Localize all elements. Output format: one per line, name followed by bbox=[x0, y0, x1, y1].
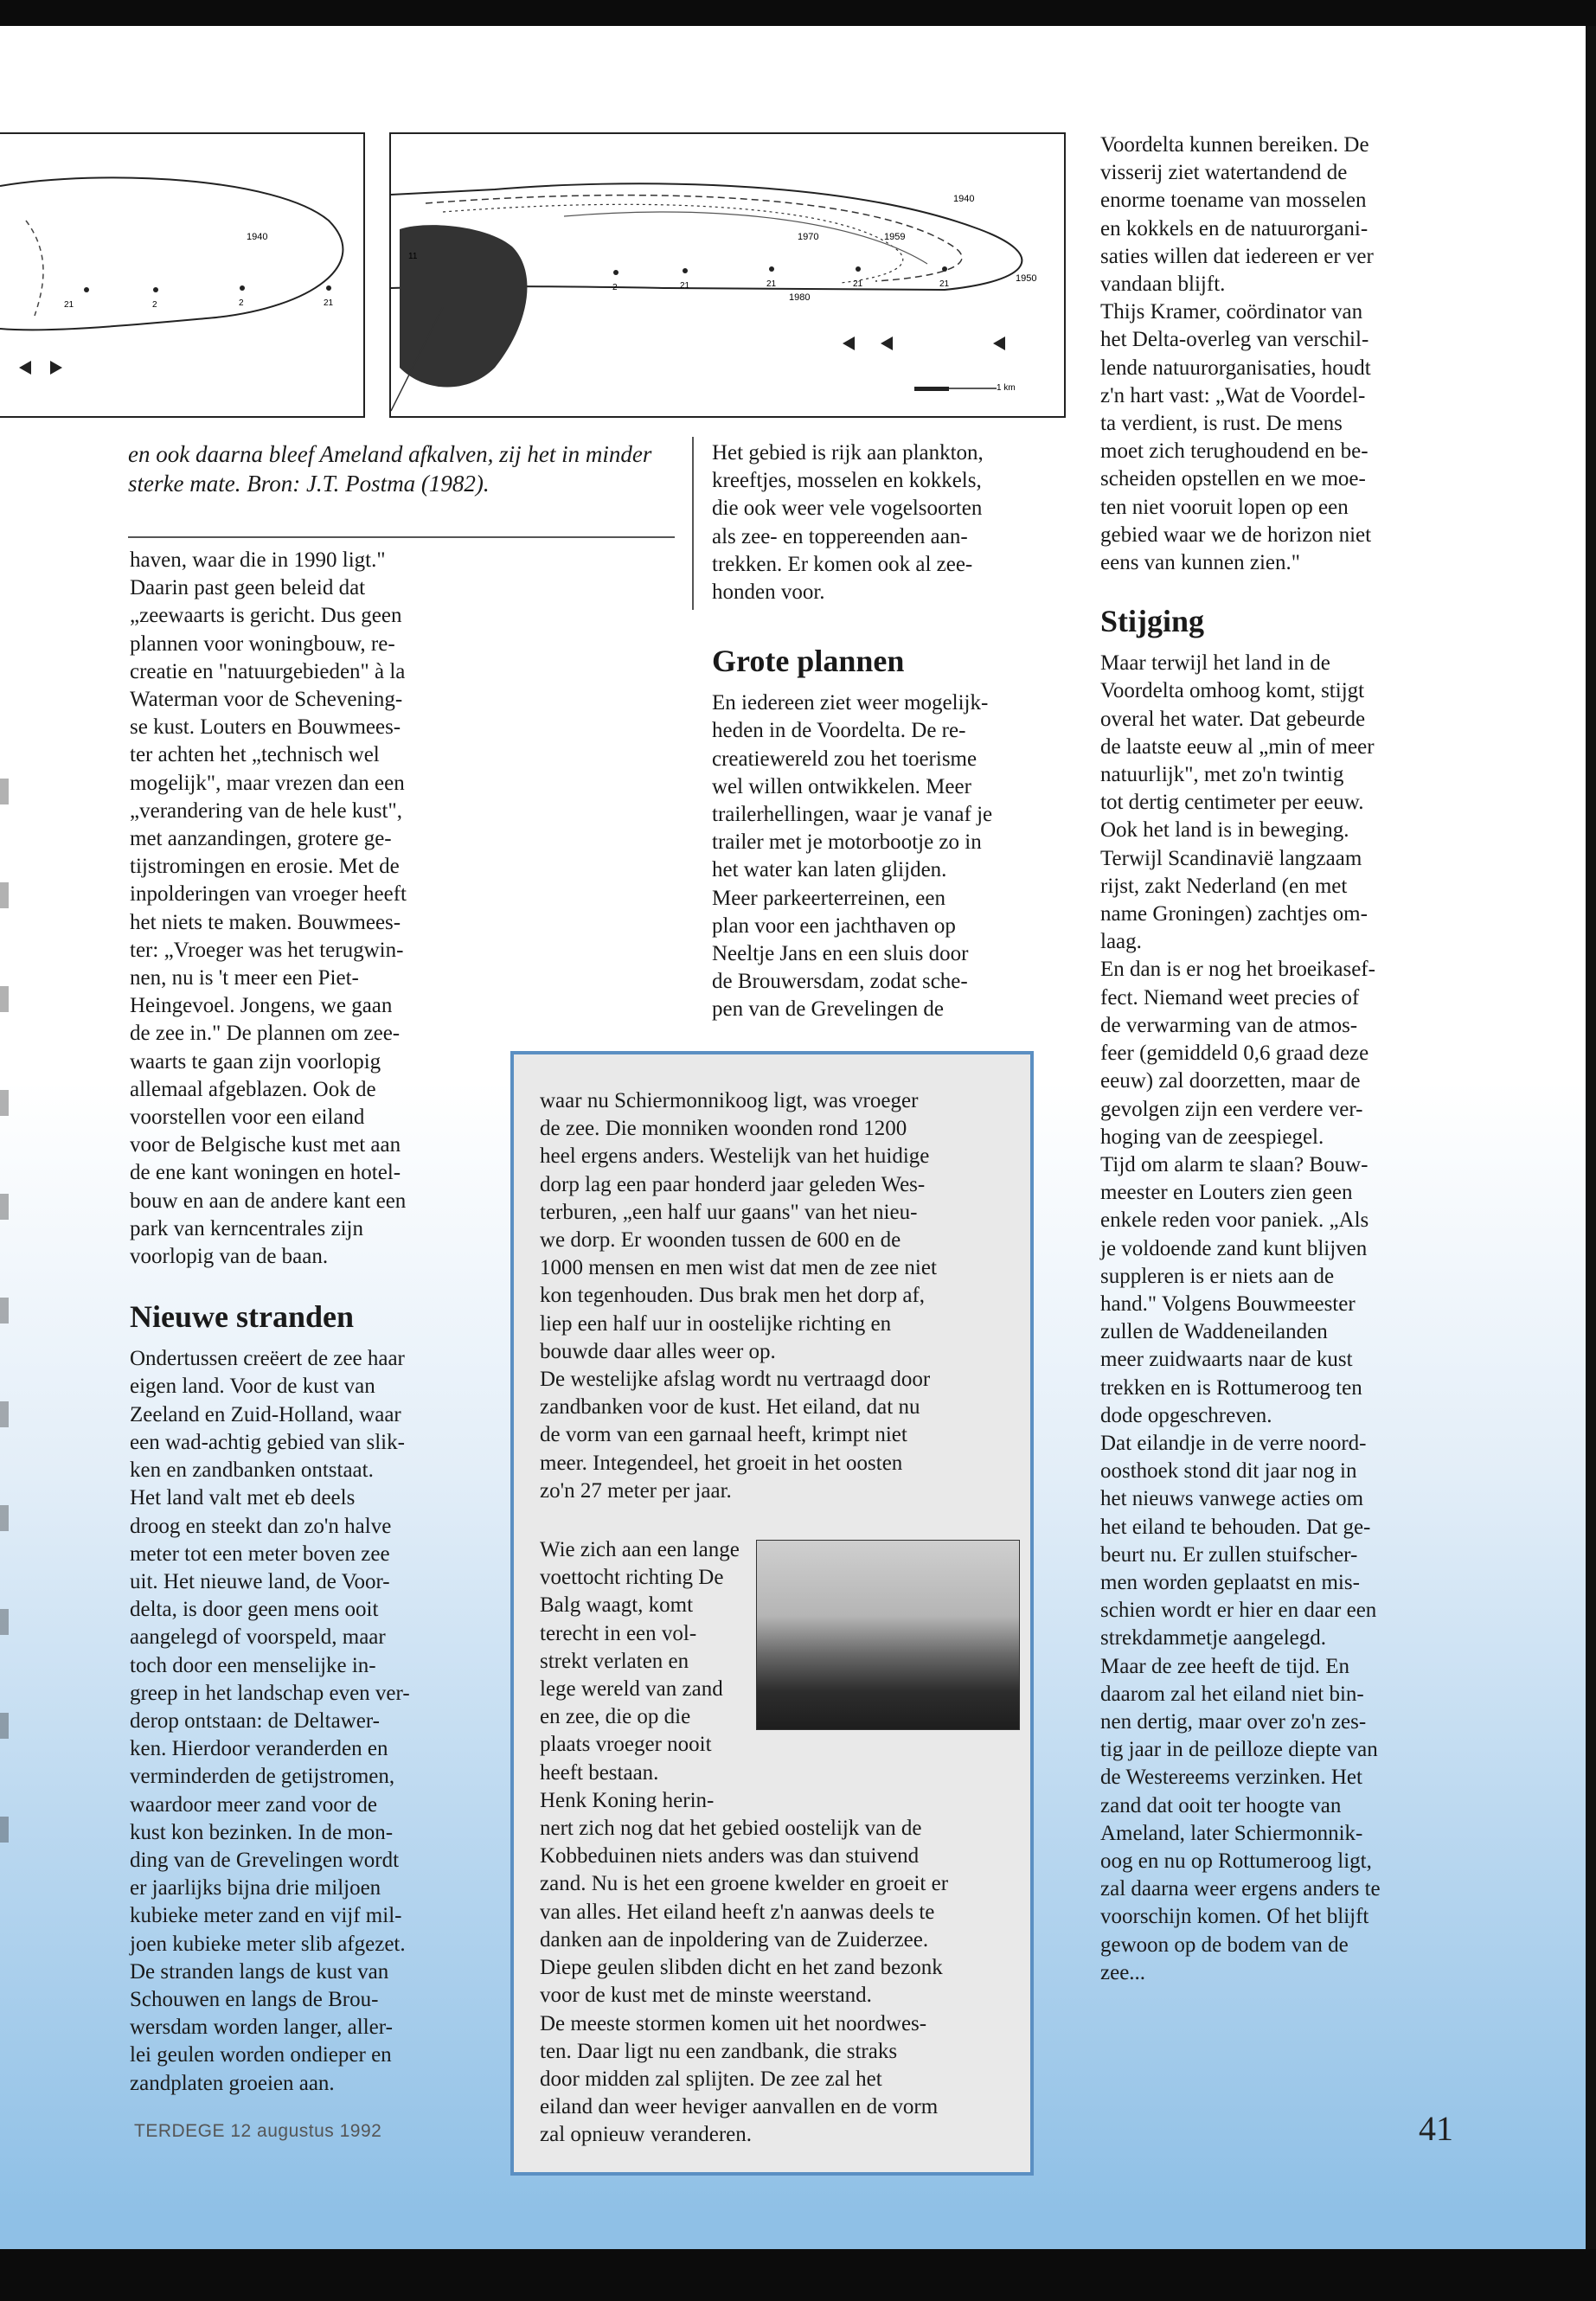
map-right-point-label: 11 bbox=[408, 252, 418, 261]
text-line: gewoon op de bodem van de bbox=[1100, 1932, 1349, 1957]
text-line: zand dat ooit ter hoogte van bbox=[1100, 1793, 1342, 1817]
text-line: Maar terwijl het land in de bbox=[1100, 651, 1330, 676]
text-line: kust kon bezinken. In de mon- bbox=[130, 1820, 394, 1844]
map-right-drawing bbox=[391, 134, 1064, 416]
text-line: z'n hart vast: „Wat de Voordel- bbox=[1100, 383, 1366, 407]
text-line: Meer parkeerterreinen, een bbox=[712, 886, 945, 910]
arrow-marker bbox=[843, 336, 855, 350]
text-line: plan voor een jachthaven op bbox=[712, 913, 956, 938]
footer-publication: TERDEGE 12 augustus 1992 bbox=[134, 2121, 382, 2141]
text-line: Daarin past geen beleid dat bbox=[130, 576, 366, 600]
map-right-year-1940: 1940 bbox=[953, 194, 975, 204]
text-line: gevolgen zijn een verdere ver- bbox=[1100, 1097, 1363, 1121]
sidebar-paragraph-2-rest bbox=[540, 1815, 1011, 2149]
text-line: van alles. Het eiland heeft z'n aanwas deels te bbox=[540, 1900, 935, 1924]
text-line: visserij ziet watertandend de bbox=[1100, 161, 1348, 185]
text-line: laag. bbox=[1100, 930, 1142, 954]
text-line: lende natuurorganisaties, houdt bbox=[1100, 356, 1371, 380]
text-line: het nieuws vanwege acties om bbox=[1100, 1487, 1364, 1511]
column-1-text-top bbox=[130, 547, 493, 1271]
text-line: er jaarlijks bijna drie miljoen bbox=[130, 1876, 381, 1900]
text-line: De westelijke afslag wordt nu vertraagd door bbox=[540, 1368, 931, 1392]
text-line: enkele reden voor paniek. „Als bbox=[1100, 1208, 1369, 1233]
text-line: zandplaten groeien aan. bbox=[130, 2071, 335, 2095]
text-line: creatie en "natuurgebieden" à la bbox=[130, 659, 406, 683]
text-line: Het gebied is rijk aan plankton, bbox=[712, 441, 984, 465]
map-right-year-1959: 1959 bbox=[884, 232, 906, 242]
text-line: ter achten het „technisch wel bbox=[130, 743, 380, 767]
map-right-year-1980: 1980 bbox=[789, 292, 811, 303]
text-line: ter: „Vroeger was het terugwin- bbox=[130, 938, 404, 962]
text-line: De stranden langs de kust van bbox=[130, 1959, 389, 1984]
text-line: trekken. Er komen ook al zee- bbox=[712, 552, 973, 576]
column-2 bbox=[712, 439, 1058, 1024]
text-line: voorschijn komen. Of het blijft bbox=[1100, 1905, 1369, 1929]
text-line: waarts te gaan zijn voorlopig bbox=[130, 1049, 381, 1074]
text-line: Thijs Kramer, coördinator van bbox=[1100, 300, 1363, 324]
sidebar-box-schiermonnikoog bbox=[510, 1051, 1034, 2176]
text-line: eens van kunnen zien." bbox=[1100, 551, 1300, 575]
text-line: haven, waar die in 1990 ligt." bbox=[130, 548, 386, 572]
heading-grote-plannen: Grote plannen bbox=[712, 644, 905, 679]
text-line: scheiden opstellen en we moe- bbox=[1100, 467, 1366, 491]
map-left-label-d: 21 bbox=[324, 298, 334, 308]
text-line: schien wordt er hier en daar een bbox=[1100, 1599, 1377, 1623]
text-line: bouwde daar alles weer op. bbox=[540, 1339, 776, 1363]
text-line: gebied waar we de horizon niet bbox=[1100, 522, 1372, 547]
text-line: moet zich terughoudend en be- bbox=[1100, 439, 1368, 464]
text-line: lege wereld van zand bbox=[540, 1677, 723, 1702]
map-left-label-a: 21 bbox=[64, 300, 74, 310]
text-line: Diepe geulen slibden dicht en het zand bezonk bbox=[540, 1956, 943, 1980]
text-line: zo'n 27 meter per jaar. bbox=[540, 1478, 732, 1503]
text-line: rijst, zakt Nederland (en met bbox=[1100, 874, 1348, 898]
text-line: Balg waagt, komt bbox=[540, 1593, 694, 1618]
text-line: tijstromingen en erosie. Met de bbox=[130, 855, 400, 879]
text-line: ding van de Grevelingen wordt bbox=[130, 1848, 400, 1872]
arrow-marker bbox=[993, 336, 1005, 350]
text-line: de ene kant woningen en hotel- bbox=[130, 1161, 401, 1185]
text-line: hoging van de zeespiegel. bbox=[1100, 1125, 1324, 1149]
left-edge-marks bbox=[0, 779, 9, 1903]
text-line: het niets te maken. Bouwmees- bbox=[130, 910, 401, 934]
text-line: Ameland, later Schiermonnik- bbox=[1100, 1821, 1363, 1845]
text-line: De meeste stormen komen uit het noordwes- bbox=[540, 2011, 927, 2035]
text-line: pen van de Grevelingen de bbox=[712, 997, 944, 1022]
text-line: en zee, die op die bbox=[540, 1705, 691, 1729]
text-line: heel ergens anders. Westelijk van het huidige bbox=[540, 1144, 930, 1169]
sidebar-paragraph-1 bbox=[540, 1087, 1011, 1505]
column-3-text-bottom bbox=[1100, 650, 1464, 1987]
text-line: Terwijl Scandinavië langzaam bbox=[1100, 846, 1362, 870]
map-left-label-b: 2 bbox=[152, 300, 157, 310]
map-right-point-label: 21 bbox=[766, 279, 777, 289]
text-line: saties willen dat iedereen er ver bbox=[1100, 244, 1374, 268]
text-line: danken aan de inpoldering van de Zuiderzee. bbox=[540, 1927, 929, 1952]
text-line: toch door een menselijke in- bbox=[130, 1653, 376, 1677]
text-line: zal opnieuw veranderen. bbox=[540, 2123, 753, 2147]
text-line: Ook het land is in beweging. bbox=[1100, 818, 1349, 843]
map-right-scale-label: 1 km bbox=[997, 383, 1016, 393]
page-number: 41 bbox=[1419, 2109, 1453, 2148]
text-line: de vorm van een garnaal heeft, krimpt niet bbox=[540, 1423, 907, 1447]
column-2-text-top bbox=[712, 439, 1058, 606]
text-line: eeuw) zal doorzetten, maar de bbox=[1100, 1069, 1361, 1093]
text-line: de zee. Die monniken woonden rond 1200 bbox=[540, 1117, 907, 1141]
text-line: trailerhellingen, waar je vanaf je bbox=[712, 803, 993, 827]
text-line: heeft bestaan. bbox=[540, 1760, 659, 1785]
text-line: creatiewereld zou het toerisme bbox=[712, 747, 977, 771]
map-right-point-label: 2 bbox=[612, 283, 618, 292]
text-line: uit. Het nieuwe land, de Voor- bbox=[130, 1569, 390, 1593]
text-line: feer (gemiddeld 0,6 graad deze bbox=[1100, 1042, 1369, 1066]
text-line: Schouwen en langs de Brou- bbox=[130, 1987, 379, 2011]
text-line: honden voor. bbox=[712, 580, 825, 605]
arrow-marker bbox=[881, 336, 893, 350]
text-line: kon tegenhouden. Dus brak men het dorp af, bbox=[540, 1284, 926, 1308]
text-line: verminderden de getijstromen, bbox=[130, 1765, 395, 1789]
text-line: „verandering van de hele kust", bbox=[130, 798, 402, 823]
text-line: je voldoende zand kunt blijven bbox=[1100, 1236, 1368, 1260]
map-left-label-1940: 1940 bbox=[247, 232, 268, 242]
text-line: de laatste eeuw al „min of meer bbox=[1100, 734, 1375, 759]
column-3-text-top bbox=[1100, 131, 1464, 577]
map-right-year-1970: 1970 bbox=[798, 232, 819, 242]
column-divider bbox=[692, 437, 694, 610]
text-line: oog en nu op Rottumeroog ligt, bbox=[1100, 1849, 1372, 1873]
text-line: ken en zandbanken ontstaat. bbox=[130, 1458, 374, 1483]
text-line: eigen land. Voor de kust van bbox=[130, 1375, 375, 1399]
arrow-marker bbox=[19, 361, 31, 375]
text-line: vandaan blijft. bbox=[1100, 272, 1226, 297]
text-line: mogelijk", maar vrezen dan een bbox=[130, 771, 405, 795]
text-line: plannen voor woningbouw, re- bbox=[130, 631, 395, 656]
text-line: wersdam worden langer, aller- bbox=[130, 2016, 393, 2040]
text-line: kubieke meter zand en vijf mil- bbox=[130, 1904, 402, 1928]
text-line: voorstellen voor een eiland bbox=[130, 1106, 365, 1130]
column-2-text-bottom bbox=[712, 689, 1058, 1023]
column-1 bbox=[130, 547, 493, 2098]
text-line: wel willen ontwikkelen. Meer bbox=[712, 774, 971, 798]
text-line: Het land valt met eb deels bbox=[130, 1486, 356, 1510]
text-line: het eiland te behouden. Dat ge- bbox=[1100, 1515, 1371, 1539]
text-line: voorlopig van de baan. bbox=[130, 1245, 329, 1269]
text-line: die ook weer vele vogelsoorten bbox=[712, 497, 983, 521]
text-line: plaats vroeger nooit bbox=[540, 1733, 712, 1757]
text-line: En iedereen ziet weer mogelijk- bbox=[712, 691, 989, 715]
text-line: Voordelta kunnen bereiken. De bbox=[1100, 133, 1369, 157]
text-line: suppleren is er niets aan de bbox=[1100, 1264, 1335, 1288]
text-line: tot dertig centimeter per eeuw. bbox=[1100, 791, 1364, 815]
text-line: Ondertussen creëert de zee haar bbox=[130, 1347, 405, 1371]
text-line: we dorp. Er woonden tussen de 600 en de bbox=[540, 1228, 901, 1253]
figure-caption: en ook daarna bleef Ameland afkalven, zij het in minder sterke mate. Bron: J.T. Postma (1982). bbox=[128, 441, 652, 497]
heading-nieuwe-stranden: Nieuwe stranden bbox=[130, 1299, 354, 1335]
text-line: Wie zich aan een lange voettocht richting De bbox=[540, 1538, 740, 1590]
text-line: beurt nu. Er zullen stuifscher- bbox=[1100, 1542, 1358, 1567]
text-line: natuurlijk", met zo'n twintig bbox=[1100, 763, 1344, 787]
text-line: door midden zal splijten. De zee zal het bbox=[540, 2067, 882, 2091]
text-line: name Groningen) zachtjes om- bbox=[1100, 902, 1368, 926]
text-line: meter tot een meter boven zee bbox=[130, 1541, 390, 1566]
text-line: tig jaar in de peilloze diepte van bbox=[1100, 1738, 1378, 1762]
sidebar-box-text bbox=[540, 1087, 1011, 2150]
text-line: strekdammetje aangelegd. bbox=[1100, 1626, 1326, 1650]
text-line: Kobbeduinen niets anders was dan stuivend bbox=[540, 1844, 920, 1868]
text-line: hand." Volgens Bouwmeester bbox=[1100, 1292, 1356, 1316]
text-line: men worden geplaatst en mis- bbox=[1100, 1570, 1360, 1594]
column-1-text-bottom bbox=[130, 1345, 493, 2097]
top-border bbox=[0, 0, 1596, 26]
text-line: een wad-achtig gebied van slik- bbox=[130, 1430, 405, 1454]
text-line: En dan is er nog het broeikasef- bbox=[1100, 958, 1375, 982]
arrow-marker bbox=[50, 361, 62, 375]
text-line: zandbanken voor de kust. Het eiland, dat nu bbox=[540, 1395, 920, 1420]
text-line: Waterman voor de Schevening- bbox=[130, 688, 403, 712]
text-line: droog en steekt dan zo'n halve bbox=[130, 1514, 392, 1538]
text-line: de Westereems verzinken. Het bbox=[1100, 1766, 1362, 1790]
text-line: nen dertig, maar over zo'n zes- bbox=[1100, 1709, 1367, 1734]
text-line: joen kubieke meter slib afgezet. bbox=[130, 1932, 406, 1956]
text-line: overal het water. Dat gebeurde bbox=[1100, 707, 1366, 731]
text-line: de zee in." De plannen om zee- bbox=[130, 1022, 401, 1046]
text-line: daarom zal het eiland niet bin- bbox=[1100, 1682, 1364, 1706]
text-line: delta, is door geen mens ooit bbox=[130, 1598, 379, 1622]
text-line: terburen, „een half uur gaans" van het nieu- bbox=[540, 1200, 918, 1224]
text-line: eiland dan weer heviger aanvallen en de vorm bbox=[540, 2095, 939, 2119]
text-line: ten niet vooruit lopen op een bbox=[1100, 495, 1349, 519]
map-right-year-1950: 1950 bbox=[1016, 273, 1037, 284]
map-left-label-c: 2 bbox=[239, 298, 244, 308]
text-line: waar nu Schiermonnikoog ligt, was vroeger bbox=[540, 1089, 919, 1112]
text-line: nen, nu is 't meer een Piet- bbox=[130, 966, 359, 990]
map-left bbox=[0, 132, 365, 418]
text-line: lei geulen worden ondieper en bbox=[130, 2043, 392, 2067]
text-line: waardoor meer zand voor de bbox=[130, 1792, 377, 1817]
text-line: 1000 mensen en men wist dat men de zee niet bbox=[540, 1256, 937, 1280]
text-line: heden in de Voordelta. De re- bbox=[712, 719, 966, 743]
text-line: ta verdient, is rust. De mens bbox=[1100, 412, 1343, 436]
text-line: meer zuidwaarts naar de kust bbox=[1100, 1348, 1353, 1372]
map-right bbox=[389, 132, 1066, 418]
text-line: de Brouwersdam, zodat sche- bbox=[712, 970, 968, 994]
text-line: allemaal afgeblazen. Ook de bbox=[130, 1077, 376, 1101]
text-line: voor de kust met de minste weerstand. bbox=[540, 1984, 872, 2008]
text-line: dorp lag een paar honderd jaar geleden Wes- bbox=[540, 1172, 926, 1196]
text-line: kreeftjes, mosselen en kokkels, bbox=[712, 469, 982, 493]
caption-rule bbox=[128, 536, 675, 538]
text-line: bouw en aan de andere kant een bbox=[130, 1189, 407, 1213]
text-line: inpolderingen van vroeger heeft bbox=[130, 882, 407, 907]
bottom-border bbox=[0, 2249, 1596, 2301]
text-line: fect. Niemand weet precies of bbox=[1100, 985, 1360, 1009]
text-line: oosthoek stond dit jaar nog in bbox=[1100, 1459, 1357, 1484]
sidebar-paragraph-2 bbox=[540, 1536, 1011, 2149]
text-line: het Delta-overleg van verschil- bbox=[1100, 328, 1369, 352]
text-line: Voordelta omhoog komt, stijgt bbox=[1100, 679, 1365, 703]
text-line: nert zich nog dat het gebied oostelijk van de bbox=[540, 1817, 922, 1841]
text-line: Neeltje Jans en een sluis door bbox=[712, 942, 969, 966]
text-line: voor de Belgische kust met aan bbox=[130, 1133, 401, 1157]
text-line: derop ontstaan: de Deltawer- bbox=[130, 1708, 380, 1733]
map-right-point-label: 21 bbox=[680, 281, 690, 291]
text-line: meer. Integendeel, het groeit in het oosten bbox=[540, 1451, 903, 1475]
text-line: park van kerncentrales zijn bbox=[130, 1216, 364, 1240]
text-line: Henk Koning herin- bbox=[540, 1788, 715, 1812]
text-line: Tijd om alarm te slaan? Bouw- bbox=[1100, 1152, 1368, 1176]
text-line: ten. Daar ligt nu een zandbank, die straks bbox=[540, 2039, 898, 2063]
text-line: trailer met je motorbootje zo in bbox=[712, 830, 982, 855]
text-line: en kokkels en de natuurorgani- bbox=[1100, 216, 1368, 240]
text-line: zullen de Waddeneilanden bbox=[1100, 1320, 1328, 1344]
text-line: Zeeland en Zuid-Holland, waar bbox=[130, 1402, 401, 1426]
text-line: dode opgeschreven. bbox=[1100, 1403, 1272, 1427]
right-border bbox=[1586, 26, 1596, 2249]
heading-stijging: Stijging bbox=[1100, 604, 1205, 639]
text-line: greep in het landschap even ver- bbox=[130, 1681, 410, 1705]
map-right-point-label: 21 bbox=[853, 279, 863, 289]
text-line: Heingevoel. Jongens, we gaan bbox=[130, 994, 393, 1018]
text-line: trekken en is Rottumeroog ten bbox=[1100, 1375, 1362, 1400]
text-line: zal daarna weer ergens anders te bbox=[1100, 1877, 1381, 1901]
text-line: terecht in een vol- bbox=[540, 1621, 697, 1645]
photo-dunes-sea bbox=[756, 1540, 1020, 1730]
text-line: zand. Nu is het een groene kwelder en groeit er bbox=[540, 1872, 949, 1896]
text-line: enorme toename van mosselen bbox=[1100, 189, 1367, 213]
text-line: aangelegd of voorspeld, maar bbox=[130, 1625, 386, 1650]
text-line: het water kan laten glijden. bbox=[712, 858, 947, 882]
text-line: zee... bbox=[1100, 1960, 1146, 1984]
text-line: se kust. Louters en Bouwmees- bbox=[130, 715, 401, 740]
map-left-drawing bbox=[0, 134, 363, 418]
text-line: de verwarming van de atmos- bbox=[1100, 1013, 1358, 1037]
text-line: met aanzandingen, grotere ge- bbox=[130, 827, 392, 851]
text-line: liep een half uur in oostelijke richting en bbox=[540, 1311, 892, 1336]
column-3 bbox=[1100, 131, 1464, 1987]
text-line: Dat eilandje in de verre noord- bbox=[1100, 1431, 1367, 1455]
text-line: meester en Louters zien geen bbox=[1100, 1181, 1353, 1205]
text-line: ken. Hierdoor veranderden en bbox=[130, 1737, 388, 1761]
text-line: „zeewaarts is gericht. Dus geen bbox=[130, 604, 402, 628]
text-line: strekt verlaten en bbox=[540, 1649, 689, 1673]
text-line: Maar de zee heeft de tijd. En bbox=[1100, 1654, 1350, 1678]
text-line: als zee- en toppereenden aan- bbox=[712, 524, 968, 548]
map-right-point-label: 21 bbox=[939, 279, 950, 289]
